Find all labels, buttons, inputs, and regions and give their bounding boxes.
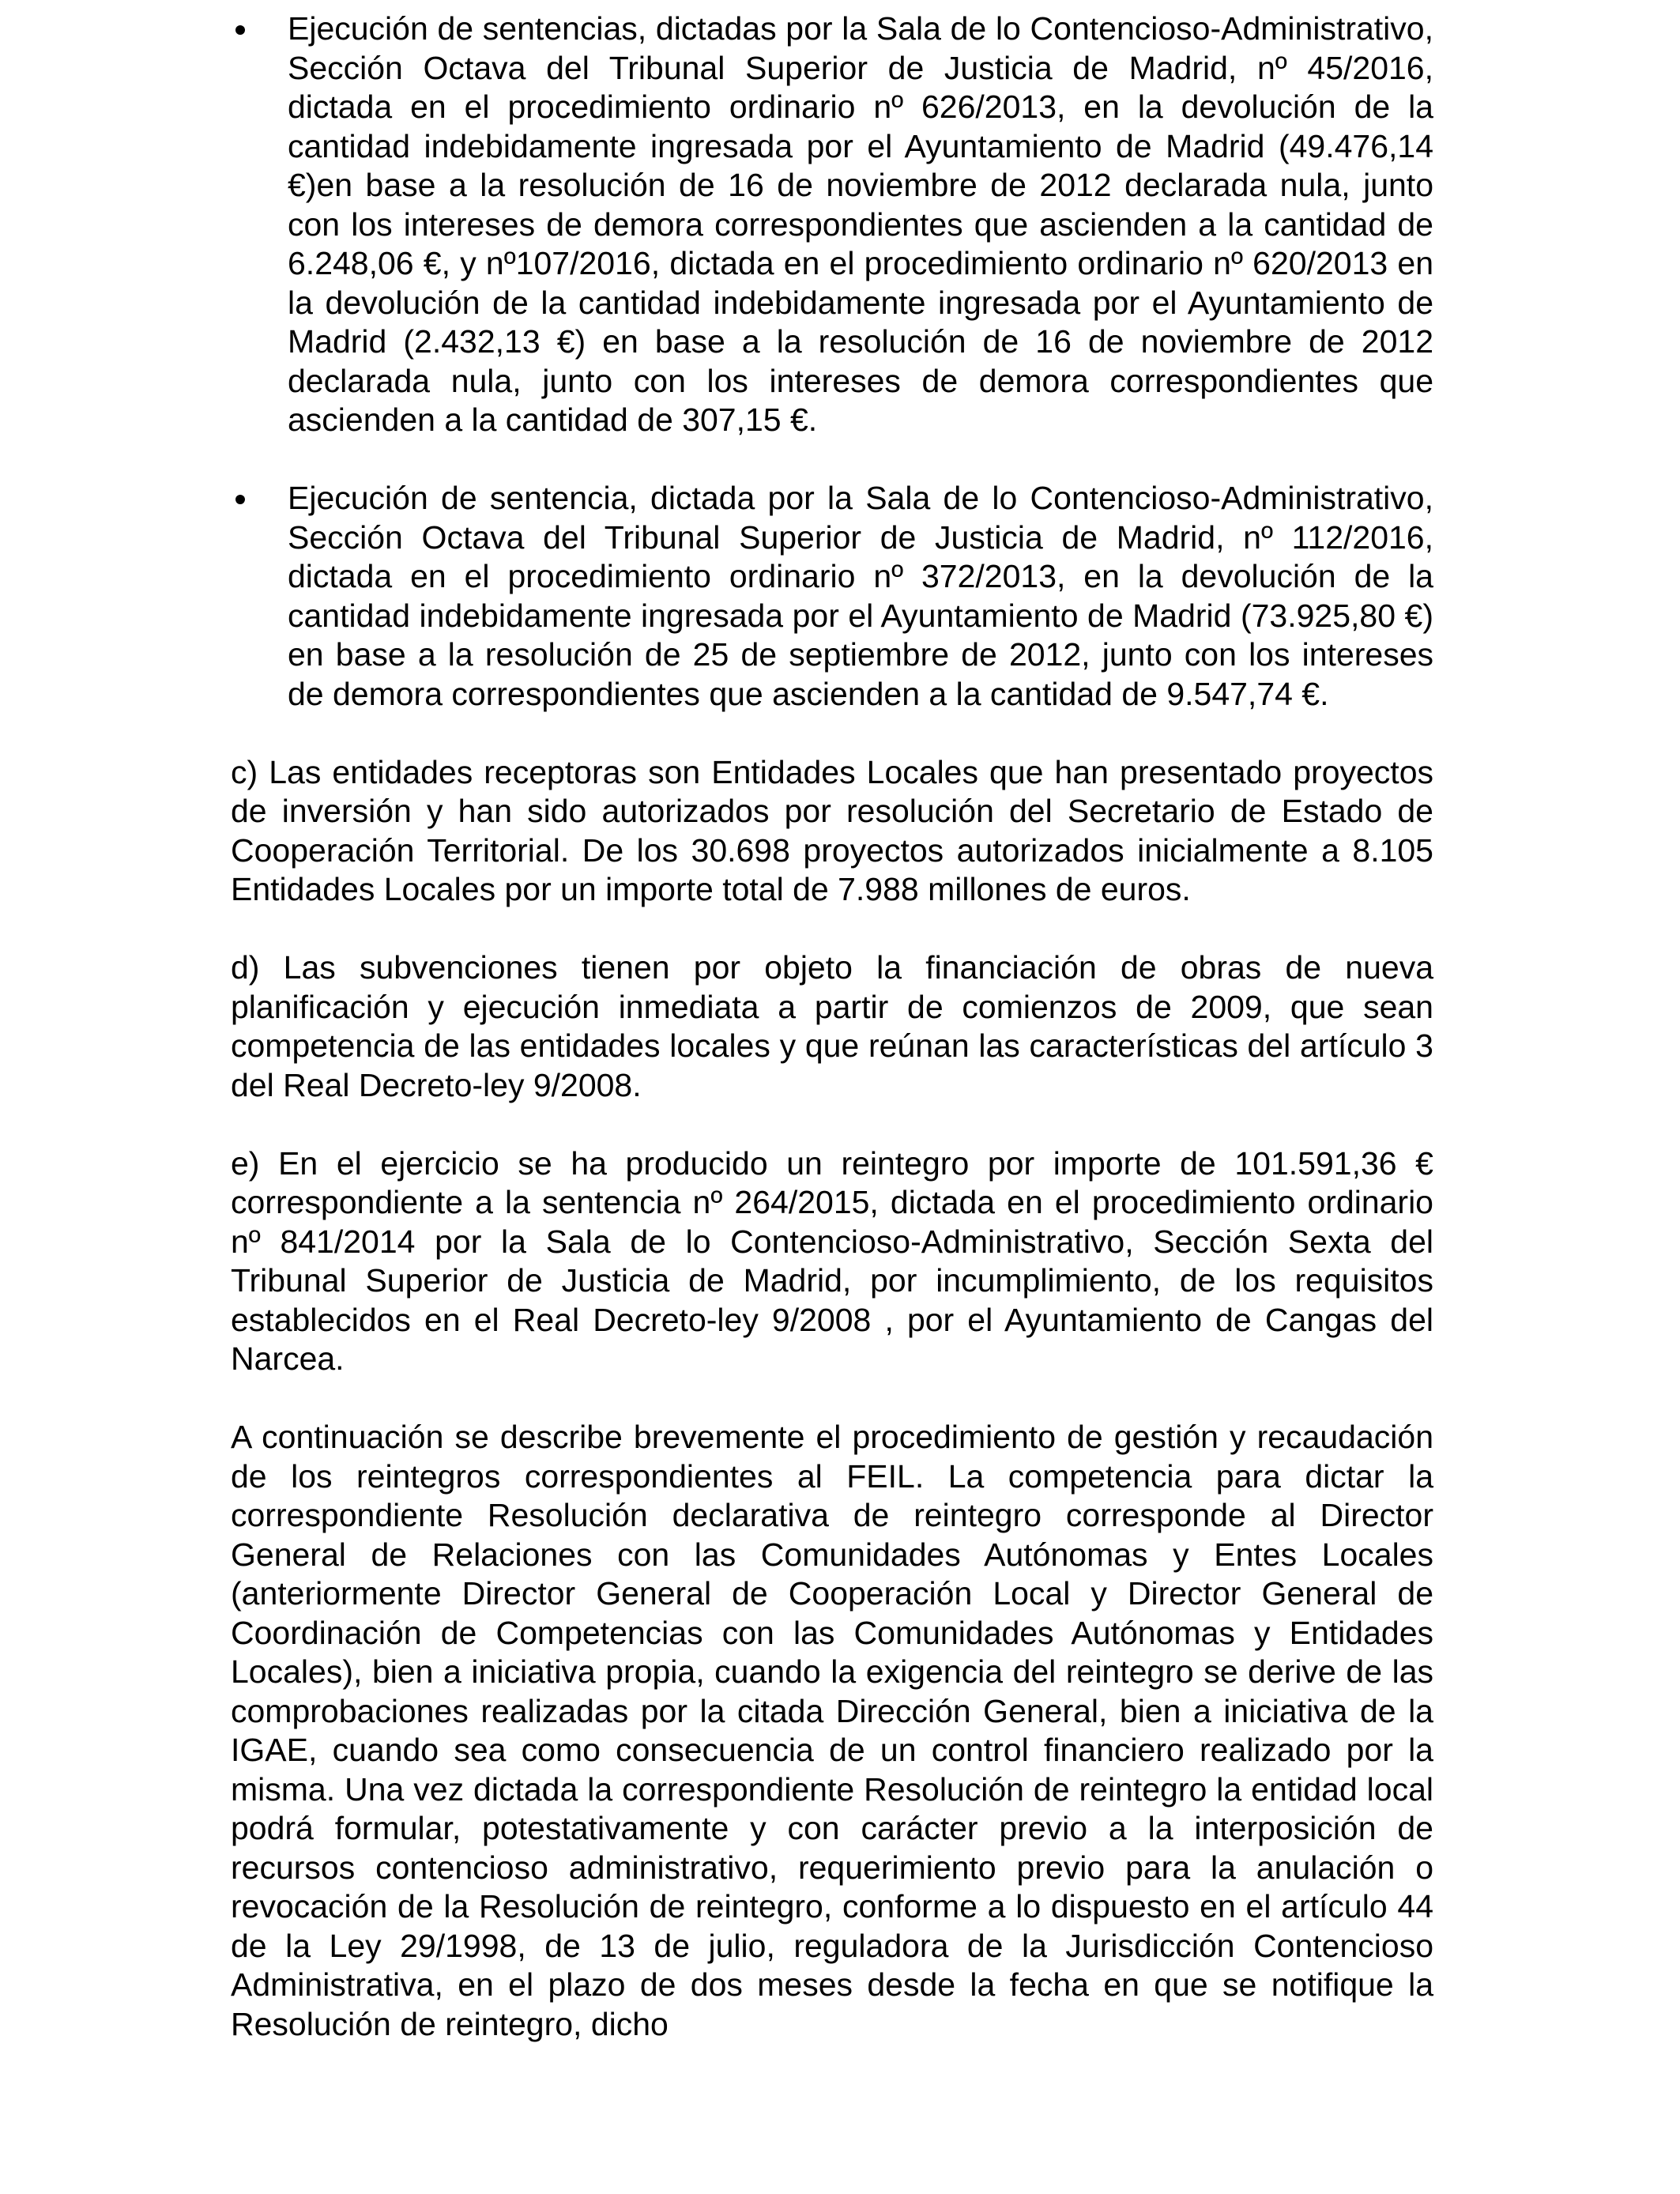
bullet-dot-icon: [235, 25, 245, 35]
bullet-text-2: Ejecución de sentencia, dictada por la Sala de lo Contencioso-Administrativo, Sección Octava del Tribunal Superior de Justicia de Madrid, nº 112/2016, dictada en el procedimiento ordinario nº 372/2013, en la devolución de la cantidad indebidamente ingresada por el Ayuntamiento de Madrid (73.925,80 €) en base a la resolución de 25 de septiembre de 2012, junto con los intereses de demora correspondientes que ascienden a la cantidad de 9.547,74 €.: [288, 480, 1433, 712]
bullet-item-1: [288, 9, 1433, 440]
bullet-dot-icon: [235, 495, 245, 504]
bullet-item-2: [288, 479, 1433, 714]
paragraph-procedure: A continuación se describe brevemente el procedimiento de gestión y recaudación de los reintegros correspondientes al FEIL. La competencia para dictar la correspondiente Resolución declarativa de reintegro corresponde al Director General de Relaciones con las Comunidades Autónomas y Entes Locales (anteriormente Director General de Cooperación Local y Director General de Coordinación de Competencias con las Comunidades Autónomas y Entidades Locales), bien a iniciativa propia, cuando la exigencia del reintegro se derive de las comprobaciones realizadas por la citada Dirección General, bien a iniciativa de la IGAE, cuando sea como consecuencia de un control financiero realizado por la misma. Una vez dictada la correspondiente Resolución de reintegro la entidad local podrá formular, potestativamente y con carácter previo a la interposición de recursos contencioso administrativo, requerimiento previo para la anulación o revocación de la Resolución de reintegro, conforme a lo dispuesto en el artículo 44 de la Ley 29/1998, de 13 de julio, reguladora de la Jurisdicción Contencioso Administrativa, en el plazo de dos meses desde la fecha en que se notifique la Resolución de reintegro, dicho: [231, 1419, 1433, 2042]
paragraph-e: e) En el ejercicio se ha producido un reintegro por importe de 101.591,36 € correspondiente a la sentencia nº 264/2015, dictada en el procedimiento ordinario nº 841/2014 por la Sala de lo Contencioso-Administrativo, Sección Sexta del Tribunal Superior de Justicia de Madrid, por incumplimiento, de los requisitos establecidos en el Real Decreto-ley 9/2008 , por el Ayuntamiento de Cangas del Narcea.: [231, 1144, 1433, 1377]
paragraph-d: d) Las subvenciones tienen por objeto la financiación de obras de nueva planificación y ejecución inmediata a partir de comienzos de 2009, que sean competencia de las entidades locales y que reúnan las características del artículo 3 del Real Decreto-ley 9/2008.: [231, 949, 1433, 1103]
bullet-text-1: Ejecución de sentencias, dictadas por la Sala de lo Contencioso-Administrativo, Sección Octava del Tribunal Superior de Justicia de Madrid, nº 45/2016, dictada en el procedimiento ordinario nº 626/2013, en la devolución de la cantidad indebidamente ingresada por el Ayuntamiento de Madrid (49.476,14 €)en base a la resolución de 16 de noviembre de 2012 declarada nula, junto con los intereses de demora correspondientes que ascienden a la cantidad de 6.248,06 €, y nº107/2016, dictada en el procedimiento ordinario nº 620/2013 en la devolución de la cantidad indebidamente ingresada por el Ayuntamiento de Madrid (2.432,13 €) en base a la resolución de 16 de noviembre de 2012 declarada nula, junto con los intereses de demora correspondientes que ascienden a la cantidad de 307,15 €.: [288, 10, 1433, 438]
paragraph-c: c) Las entidades receptoras son Entidades Locales que han presentado proyectos de inversión y han sido autorizados por resolución del Secretario de Estado de Cooperación Territorial. De los 30.698 proyectos autorizados inicialmente a 8.105 Entidades Locales por un importe total de 7.988 millones de euros.: [231, 753, 1433, 907]
